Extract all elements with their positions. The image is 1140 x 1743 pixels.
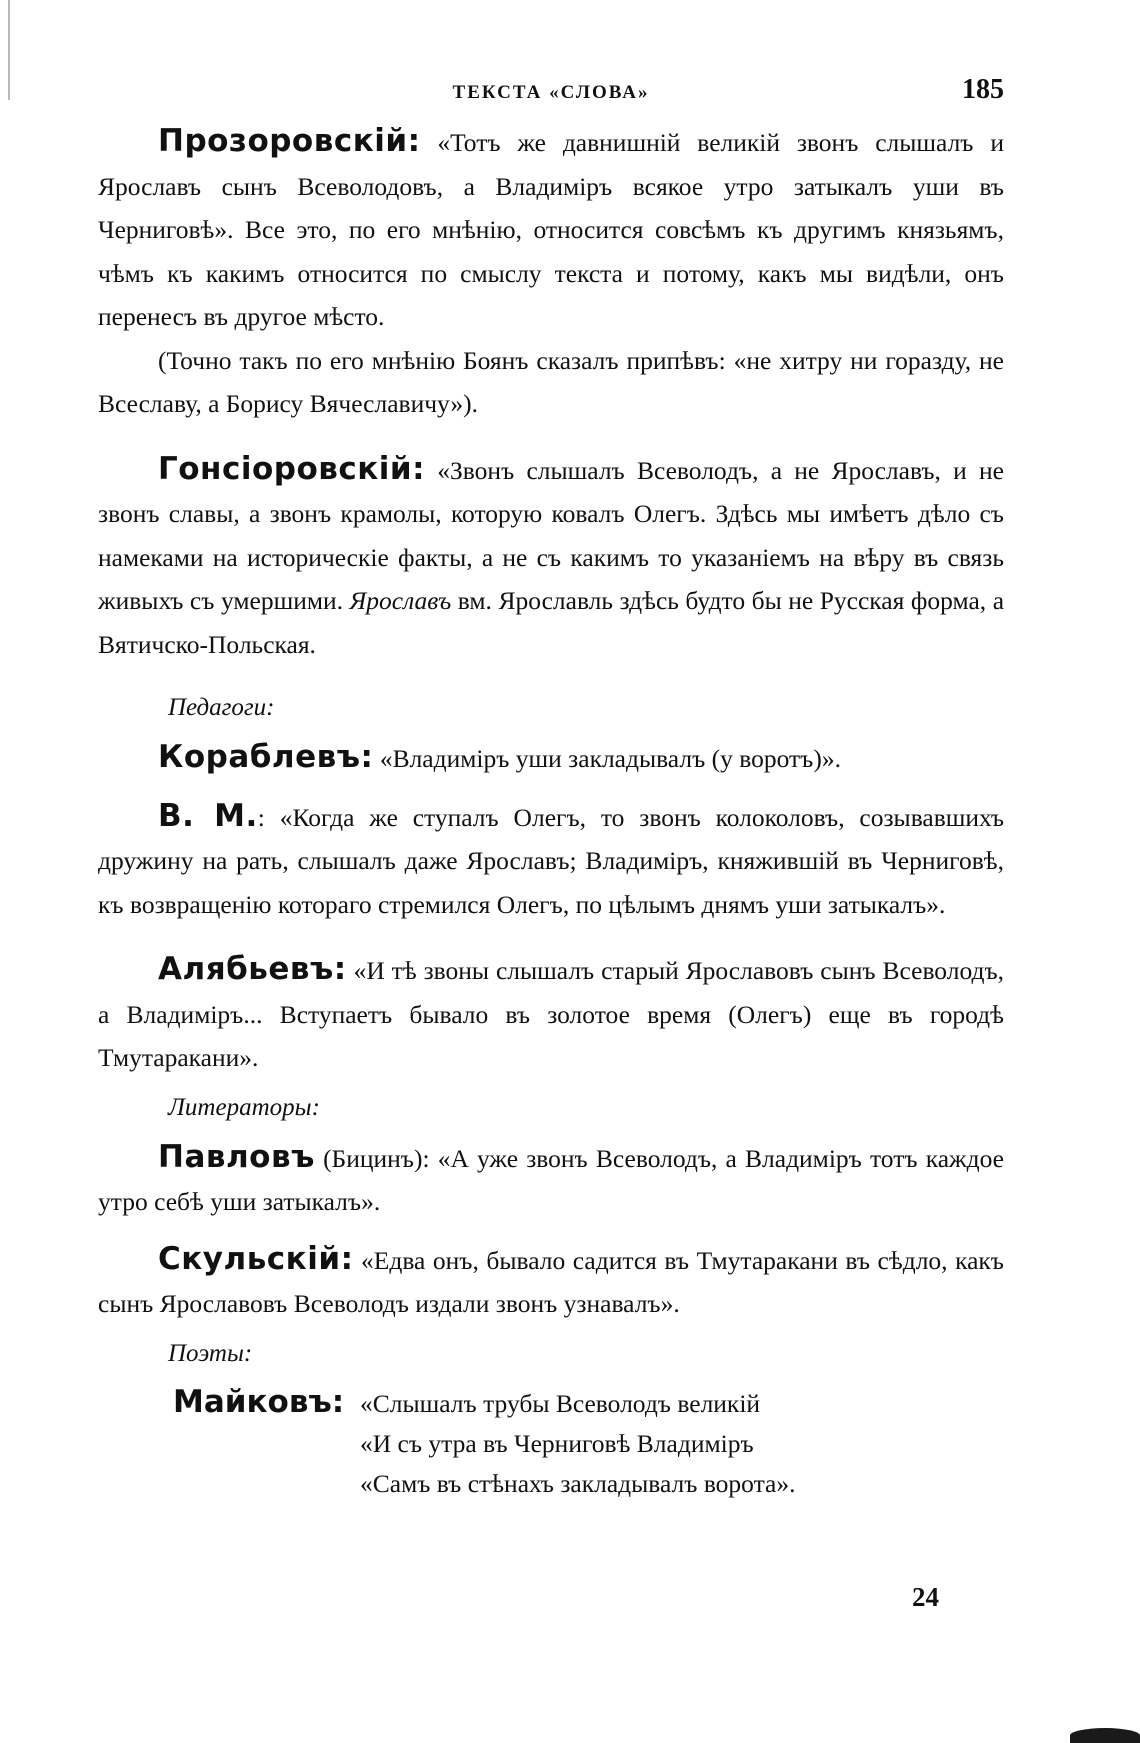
entry-prozorovsky [98, 120, 1004, 339]
signature-mark: 24 [912, 1582, 939, 1612]
verse-line: «Самъ въ стѣнахъ закладывалъ ворота». [360, 1468, 796, 1498]
quote-text: «Едва онъ, бывало садится въ Тмутаракани въ сѣдло, какъ сынъ Ярославовъ Всеволодъ издали звонъ узнавалъ». [98, 1245, 1004, 1318]
author-name: Алябьевъ: [158, 951, 347, 987]
verse-row [98, 1464, 1004, 1504]
quote-text: (Бицинъ): «А уже звонъ Всеволодъ, а Владиміръ тотъ каждое утро себѣ уши затыкалъ». [98, 1143, 1004, 1216]
quote-text: «И тѣ звоны слышалъ старый Ярославовъ сынъ Всеволодъ, а Владиміръ... Вступаетъ бывало въ золотое время (Олегъ) еще въ городѣ Тмутаракани». [98, 956, 1004, 1072]
author-name: Майковъ: [173, 1383, 345, 1420]
entry-note [98, 339, 1004, 426]
quote-text-continued: вм. Ярославль здѣсь будто бы не Русская форма, а Вятичско-Польская. [98, 586, 1005, 659]
quote-text: : «Когда же ступалъ Олегъ, то звонъ колоколовъ, созывавшихъ дружину на рать, слышалъ даже Ярославъ; Владиміръ, княжившій въ Черниговѣ, къ возвращенію котораго стремился Олегъ, по цѣлымъ днямъ уши затыкалъ». [98, 802, 1004, 919]
author-name: Павловъ [158, 1138, 315, 1175]
quote-text: «Звонъ слышалъ Всеволодъ, а не Ярославъ, и не звонъ славы, а звонъ крамолы, которую ковалъ Олегъ. Здѣсь мы имѣетъ дѣло съ намеками на историческіе факты, а не съ какимъ то указаніемъ на вѣру въ связь живыхъ съ умершими. [98, 455, 1004, 615]
category-heading: Литераторы: [168, 1093, 320, 1121]
entry-vm [98, 795, 1004, 927]
book-page [98, 70, 1004, 1504]
category-heading: Поэты: [168, 1339, 253, 1367]
entry-alyabyev [98, 948, 1004, 1080]
author-name: Гонсіоровскій: [158, 450, 426, 487]
author-name: Скульскій: [158, 1240, 354, 1277]
entry-pavlov [98, 1136, 1004, 1224]
author-name: Кораблевъ: [158, 739, 374, 775]
author-name: Прозоровскій: [158, 123, 421, 159]
entry-gonsiorovsky [98, 448, 1004, 667]
verse-row [98, 1382, 1004, 1424]
italic-word: Ярославъ [349, 586, 452, 615]
verse-line: «И съ утра въ Черниговѣ Владиміръ [360, 1428, 754, 1458]
running-head [98, 70, 1004, 120]
entry-skulsky [98, 1238, 1004, 1326]
category-heading: Педагоги: [168, 694, 275, 721]
verse-row [98, 1424, 1004, 1464]
author-name: В. М. [158, 797, 258, 834]
page-edge-rule [8, 0, 10, 100]
page-number: 185 [962, 74, 1004, 105]
quote-text: «Тотъ же давнишній великій звонъ слышалъ и Ярославъ сынъ Всеволодовъ, а Владиміръ всякое утро затыкалъ уши въ Черниговѣ». Все это, по его мнѣнію, относится совсѣмъ къ другимъ князьямъ, чѣмъ къ какимъ относится по смыслу текста и потому, какъ мы видѣли, онъ перенесъ въ другое мѣсто. [98, 128, 1004, 331]
entry-maykov [98, 1382, 1004, 1504]
entry-korablev [98, 736, 1004, 781]
verse-line: «Слышалъ трубы Всеволодъ великій [360, 1388, 761, 1418]
scan-smudge [1070, 1728, 1140, 1743]
note-text: (Точно такъ по его мнѣнію Боянъ сказалъ припѣвъ: «не хитру ни горазду, не Всеславу, а Борису Вячеславичу»). [98, 345, 1004, 418]
quote-text: «Владиміръ уши закладывалъ (у воротъ)». [373, 744, 841, 773]
running-title: ТЕКСТА «СЛОВА» [452, 82, 650, 103]
